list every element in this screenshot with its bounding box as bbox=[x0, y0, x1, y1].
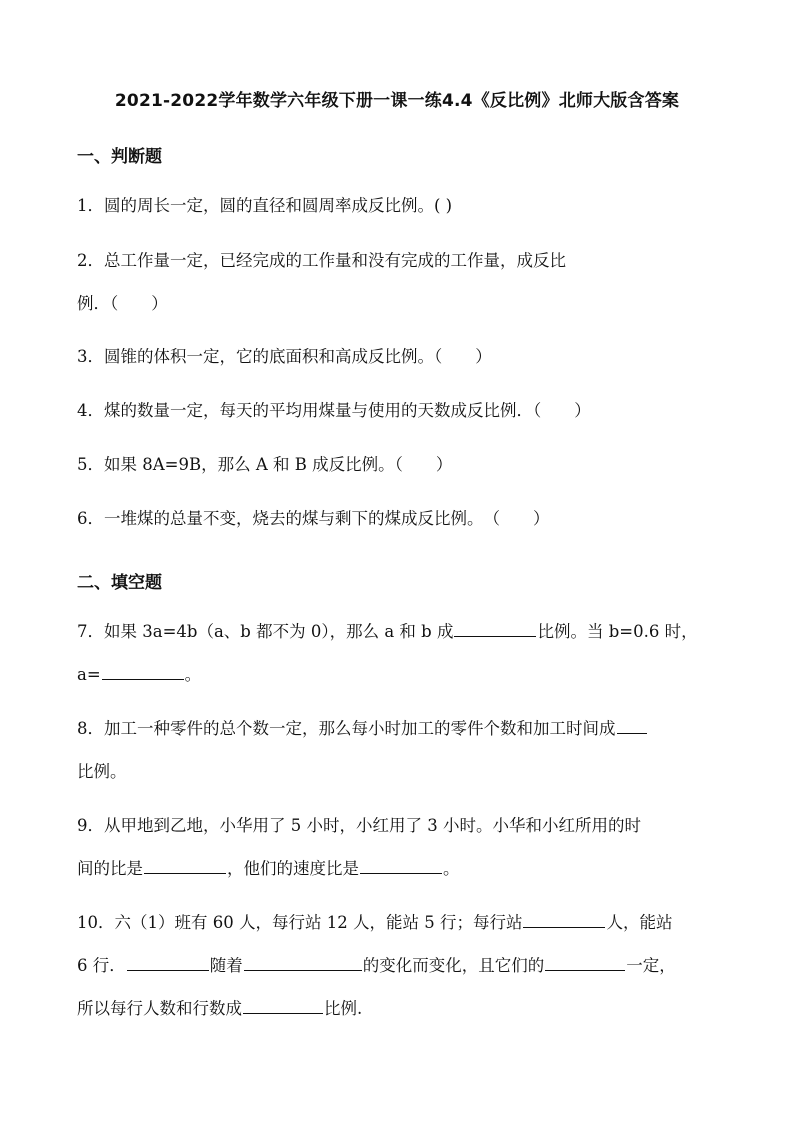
question-9-line-2 bbox=[77, 846, 724, 892]
question-8-text-b: 比例。 bbox=[77, 762, 127, 781]
question-7-line-2 bbox=[77, 652, 724, 698]
answer-blank[interactable] bbox=[144, 872, 226, 874]
question-9-text-b: 间的比是 bbox=[77, 859, 143, 878]
question-10-line-3 bbox=[77, 986, 724, 1032]
question-1: 1．圆的周长一定，圆的直径和圆周率成反比例。( ) bbox=[77, 196, 453, 215]
document-title: 2021-2022学年数学六年级下册一课一练4.4《反比例》北师大版含答案 bbox=[114, 91, 680, 111]
answer-blank[interactable] bbox=[454, 635, 536, 637]
question-8-line-2 bbox=[77, 749, 724, 795]
question-5: 5．如果 8A=9B，那么 A 和 B 成反比例。（ ） bbox=[77, 455, 453, 474]
answer-blank[interactable] bbox=[360, 872, 442, 874]
question-10-text-h: 比例. bbox=[324, 999, 363, 1018]
answer-blank[interactable] bbox=[243, 1012, 323, 1014]
question-10-text-c: 6 行． bbox=[77, 956, 126, 975]
question-8-line-1 bbox=[77, 706, 724, 752]
question-10-text-b: 人，能站 bbox=[606, 913, 673, 932]
answer-blank[interactable] bbox=[617, 732, 647, 734]
section-heading-judge: 一、判断题 bbox=[77, 147, 162, 167]
question-10-text-a: 10．六（1）班有 60 人，每行站 12 人，能站 5 行；每行站 bbox=[77, 913, 523, 932]
answer-blank[interactable] bbox=[545, 969, 625, 971]
question-2-line-1: 2．总工作量一定，已经完成的工作量和没有完成的工作量，成反比 bbox=[77, 251, 566, 270]
question-7-text-d: 。 bbox=[184, 665, 202, 684]
question-4: 4．煤的数量一定，每天的平均用煤量与使用的天数成反比例．（ ） bbox=[77, 401, 591, 420]
answer-blank[interactable] bbox=[244, 969, 362, 971]
question-10-line-2 bbox=[77, 943, 724, 989]
question-9-line-1: 9．从甲地到乙地，小华用了 5 小时，小红用了 3 小时。小华和小红所用的时 bbox=[77, 816, 641, 835]
question-10-text-g: 所以每行人数和行数成 bbox=[77, 999, 242, 1018]
section-heading-fill: 二、填空题 bbox=[77, 573, 162, 593]
question-3: 3．圆锥的体积一定，它的底面积和高成反比例。（ ） bbox=[77, 347, 492, 366]
question-7-text-a: 7．如果 3a=4b（a、b 都不为 0），那么 a 和 b 成 bbox=[77, 622, 454, 641]
question-6: 6．一堆煤的总量不变，烧去的煤与剩下的煤成反比例。 （ ） bbox=[77, 509, 550, 528]
answer-blank[interactable] bbox=[127, 969, 209, 971]
question-7-text-c: a= bbox=[77, 665, 101, 684]
question-7-line-1 bbox=[77, 609, 724, 655]
question-10-line-1 bbox=[77, 900, 724, 946]
question-10-text-f: 一定， bbox=[626, 956, 676, 975]
question-10-text-d: 随着 bbox=[209, 956, 243, 975]
answer-blank[interactable] bbox=[102, 678, 184, 680]
question-8-text-a: 8．加工一种零件的总个数一定，那么每小时加工的零件个数和加工时间成 bbox=[77, 719, 616, 738]
question-9-text-c: ，他们的速度比是 bbox=[227, 859, 359, 878]
question-9-text-d: 。 bbox=[443, 859, 460, 878]
answer-blank[interactable] bbox=[523, 926, 605, 928]
question-10-text-e: 的变化而变化，且它们的 bbox=[362, 956, 545, 975]
question-2-line-2: 例．（ ） bbox=[77, 294, 168, 313]
question-7-text-b: 比例。当 b=0.6 时， bbox=[537, 622, 698, 641]
